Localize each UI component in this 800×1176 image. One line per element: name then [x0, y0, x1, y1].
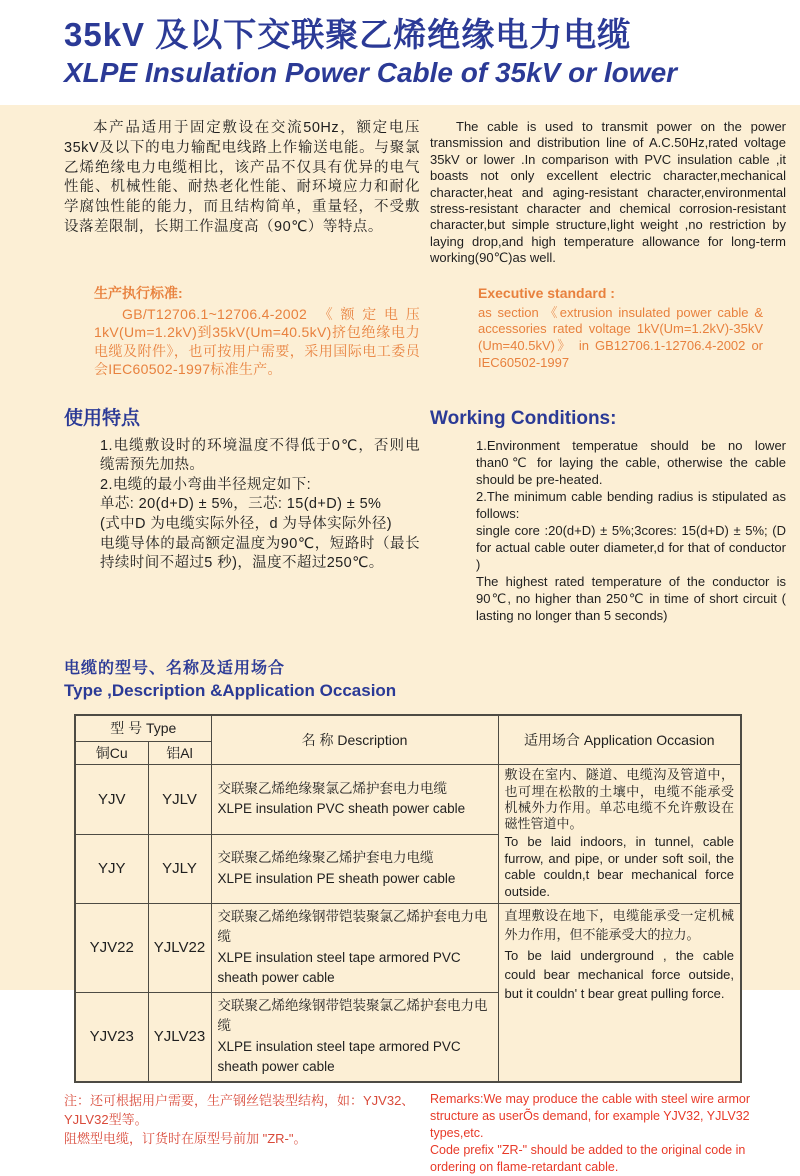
description-en: XLPE insulation steel tape armored PVC sheath power cable: [217, 949, 461, 986]
standard-body-zh: GB/T12706.1~12706.4-2002 《额定电压1kV(Um=1.2kV)到35kV(Um=40.5kV)挤包绝缘电力电缆及附件》，也可按用户需要，采用国际电工委员会IEC60502-1997标准生产。: [94, 305, 420, 378]
type-code-al: YJLY: [148, 834, 211, 903]
standard-block-zh: [94, 284, 420, 379]
notes-section: [64, 1091, 792, 1176]
note-en-line: Remarks:We may produce the cable with steel wire armor structure as userÕs demand, for example YJV32, YJLV32 types,etc.: [430, 1091, 751, 1140]
condition-line: 2.The minimum cable bending radius is stipulated as follows:: [476, 488, 786, 521]
note-en: [430, 1091, 786, 1176]
application-en: To be laid indoors, in tunnel, cable furrow, and pipe, or under soft soil, the cable couldn,t bear mechanical force outside.: [504, 833, 735, 900]
application-en: To be laid underground , the cable could bear mechanical force outside, but it couldn' t bear great pulling force.: [504, 947, 735, 1001]
working-conditions-heading: Working Conditions:: [430, 407, 617, 429]
type-code-cu: YJV23: [75, 992, 148, 1082]
standard-body-en: as section 《extrusion insulated power cable & accessories rated voltage 1kV(Um=1.2kV)-35kV (Um=40.5kV)》 in GB12706.1-12706.4-2002 or IEC60502-1997: [478, 304, 763, 371]
type-code-cu: YJV22: [75, 903, 148, 992]
description-en: XLPE insulation PVC sheath power cable: [217, 801, 466, 817]
page-header: [0, 0, 800, 105]
description-cell: [211, 834, 498, 903]
intro-paragraph-zh: 本产品适用于固定敷设在交流50Hz，额定电压35kV及以下的电力输配电线路上作输送电能。与聚氯乙烯绝缘电力电缆相比，该产品不仅具有优异的电气性能、机械性能、耐热老化性能、耐环境应力和耐化学腐蚀性能的能力，而且结构简单，重量轻，不受敷设落差限制，长期工作温度高（90℃）等特点。: [64, 120, 420, 235]
content-panel: [0, 105, 800, 1174]
standards-section: [64, 284, 792, 379]
feature-line: 1.电缆敷设时的环境温度不得低于0℃，否则电缆需预先加热。: [100, 437, 420, 474]
condition-line: single core :20(d+D) ± 5%;3cores: 15(d+D) ± 5%; (D for actual cable outer diameter,d for that of conductor ): [476, 522, 786, 572]
feature-line: 单芯: 20(d+D) ± 5%，三芯: 15(d+D) ± 5%: [100, 496, 382, 513]
description-zh: 交联聚乙烯绝缘聚氯乙烯护套电力电缆: [217, 780, 448, 796]
standard-heading-zh: 生产执行标准:: [94, 284, 183, 301]
features-heading-zh: 使用特点: [64, 407, 141, 429]
description-cell: [211, 992, 498, 1082]
table-header-row-1: [75, 715, 741, 742]
intro-paragraph-en: The cable is used to transmit power on the power transmission and distribution line of A.C.50Hz,rated voltage 35kV or lower .In comparison with PVC insulation cable ,it boasts not only excellent electric character,mechanical character,heat and aging-resistant character,environmental stress-resistant character and chemical corrosion-resistant character,but simple structure,light weight ,no restriction by laying drop,and high temperature allowance for long-term working(90℃)as well.: [430, 119, 786, 266]
col-header-application: 适用场合 Application Occasion: [498, 715, 741, 765]
table-heading-en: Type ,Description &Application Occasion: [64, 680, 397, 700]
application-cell-1: [498, 765, 741, 904]
working-conditions-block: [430, 407, 786, 624]
application-zh: 敷设在室内、隧道、电缆沟及管道中，也可埋在松散的土壤中，电缆不能承受机械外力作用。单芯电缆不允许敷设在磁性管道中。: [504, 767, 735, 832]
col-header-cu: 铜Cu: [75, 742, 148, 765]
description-zh: 交联聚乙烯绝缘钢带铠装聚氯乙烯护套电力电缆: [217, 997, 488, 1034]
working-conditions-body: [476, 437, 786, 624]
description-zh: 交联聚乙烯绝缘聚乙烯护套电力电缆: [217, 850, 434, 866]
type-code-al: YJLV23: [148, 992, 211, 1082]
page-title-zh: 35kV 及以下交联聚乙烯绝缘电力电缆: [64, 16, 632, 53]
note-zh: [64, 1091, 420, 1176]
standard-block-en: [478, 284, 786, 379]
col-header-type: 型 号 Type: [75, 715, 211, 742]
application-cell-2: [498, 903, 741, 1082]
standard-heading-en: Executive standard :: [478, 284, 615, 301]
type-code-al: YJLV: [148, 765, 211, 834]
intro-section: [64, 119, 792, 267]
table-heading-zh: 电缆的型号、名称及适用场合: [64, 659, 286, 677]
description-cell: [211, 903, 498, 992]
feature-line: 电缆导体的最高额定温度为90℃，短路时（最长持续时间不超过5 秒)，温度不超过250℃。: [100, 535, 420, 572]
application-zh: 直埋敷设在地下，电缆能承受一定机械外力作用，但不能承受大的拉力。: [504, 907, 735, 942]
note-en-line: Code prefix "ZR-" should be added to the original code in ordering on flame-retardant cable.: [430, 1142, 746, 1174]
features-section: [64, 407, 792, 624]
type-code-al: YJLV22: [148, 903, 211, 992]
description-en: XLPE insulation PE sheath power cable: [217, 870, 456, 886]
features-block-zh: [64, 407, 420, 624]
cable-type-table: [74, 714, 742, 1083]
feature-line: (式中D 为电缆实际外径，d 为导体实际外径): [100, 516, 392, 533]
table-section-heading: [64, 658, 792, 702]
col-header-description: 名 称 Description: [211, 715, 498, 765]
feature-line: 2.电缆的最小弯曲半径规定如下:: [100, 476, 312, 493]
page-title-en: XLPE Insulation Power Cable of 35kV or lower: [64, 57, 678, 88]
note-zh-line: 阻燃型电缆，订货时在原型号前加 "ZR-"。: [64, 1130, 307, 1146]
features-body-zh: [100, 437, 420, 574]
type-code-cu: YJV: [75, 765, 148, 834]
description-en: XLPE insulation steel tape armored PVC sheath power cable: [217, 1038, 461, 1075]
col-header-al: 铝Al: [148, 742, 211, 765]
description-zh: 交联聚乙烯绝缘钢带铠装聚氯乙烯护套电力电缆: [217, 908, 488, 945]
type-code-cu: YJY: [75, 834, 148, 903]
condition-line: The highest rated temperature of the conductor is 90℃, no higher than 250℃ in time of short circuit ( lasting no longer than 5 seconds): [476, 573, 786, 623]
table-row-yjv: [75, 765, 741, 834]
description-cell: [211, 765, 498, 834]
condition-line: 1.Environment temperatue should be no lower than0℃ for laying the cable, otherwise the cable should be pre-heated.: [476, 437, 786, 487]
table-row-yjv22: [75, 903, 741, 992]
note-zh-line: 注：还可根据用户需要，生产钢丝铠装型结构，如：YJV32、YJLV32型等。: [64, 1092, 415, 1127]
